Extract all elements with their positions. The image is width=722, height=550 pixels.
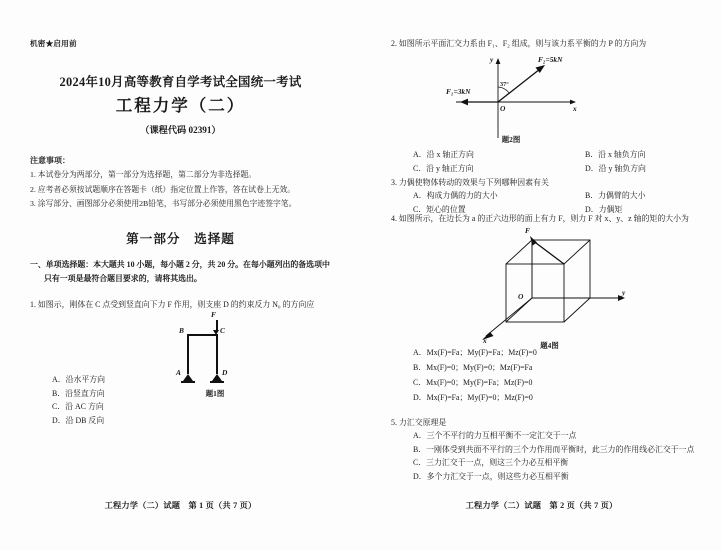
- figure-2-axis-x-label: x: [573, 104, 577, 113]
- question-5-option-a[interactable]: A．三个不平行的力互相平衡不一定汇交于一点: [413, 431, 577, 440]
- figure-1-ground-a: [181, 381, 195, 383]
- figure-1-column-ab: [187, 334, 189, 374]
- question-3-option-d[interactable]: D．力偶矩: [585, 204, 623, 214]
- figure-4-caption: 题4图: [540, 341, 559, 350]
- question-3: [391, 176, 711, 189]
- figure-1-column-cd: [216, 334, 218, 374]
- figure-4-origin-label: O: [518, 292, 524, 301]
- page-2-footer: 工程力学（二）试题 第 2 页（共 7 页）: [465, 501, 618, 510]
- exam-page-2: [361, 0, 722, 550]
- question-4-stem: 4. 如图所示，在边长为 a 的正六边形的面上有力 F，则力 F 对 x、y、z 轴的矩的大小为: [391, 214, 689, 223]
- section-one-instructions: [30, 258, 332, 285]
- question-5: [391, 416, 713, 429]
- figure-1-label-c: C: [220, 326, 225, 335]
- part-one-title: 第一部分 选择题: [126, 232, 235, 246]
- page-1-footer: 工程力学（二）试题 第 1 页（共 7 页）: [104, 501, 257, 510]
- figure-2-drawing: [436, 56, 586, 144]
- question-5-option-c[interactable]: C．三力汇交于一点，则这三个力必互相平衡: [413, 458, 569, 468]
- section-instructions-line-2: 只有一项是最符合题目要求的，请将其选出。: [44, 273, 202, 283]
- figure-1-force-label: F: [211, 310, 216, 319]
- question-4-options: [413, 345, 713, 405]
- question-2-option-a[interactable]: A．沿 x 轴正方向: [413, 150, 474, 159]
- question-4: [391, 212, 713, 225]
- question-4-figure: [470, 226, 645, 350]
- question-1-option-b[interactable]: B．沿竖直方向: [52, 388, 105, 398]
- question-3-option-a[interactable]: A．构成力偶的力的大小: [413, 191, 498, 200]
- question-3-option-c[interactable]: C．矩心的位置: [413, 204, 466, 214]
- figure-1-label-d: D: [222, 368, 228, 377]
- question-2-stem: 2. 如图所示平面汇交力系由 F₁、F₂ 组成，则与该力系平衡的力 P 的方向为: [391, 39, 647, 48]
- notice-item: 1. 本试卷分为两部分，第一部分为选择题，第二部分为非选择题。: [30, 170, 257, 179]
- figure-1-label-a: A: [176, 368, 181, 377]
- figure-1-label-b: B: [179, 326, 184, 335]
- notice-item: 3. 涂写部分、画图部分必须使用2B铅笔，书写部分必须使用黑色字迹签字笔。: [30, 199, 297, 209]
- figure-4-force-label: F: [525, 226, 530, 235]
- notice-heading: 注意事项：: [30, 156, 70, 165]
- question-2: [391, 37, 709, 50]
- question-2-options-row-2: [391, 162, 711, 176]
- question-2-option-c[interactable]: C．沿 y 轴正方向: [413, 163, 474, 173]
- question-4-option-c[interactable]: C．Mx(F)=0；My(F)=Fa；Mz(F)=0: [413, 378, 533, 387]
- question-5-options: [413, 429, 718, 483]
- figure-1-support-a: [183, 374, 193, 381]
- figure-4-drawing: [470, 228, 645, 348]
- question-3-option-b[interactable]: B．力偶臂的大小: [585, 191, 646, 200]
- exam-title: 2024年10月高等教育自学考试全国统一考试: [59, 75, 302, 89]
- question-2-option-d[interactable]: D．沿 y 轴负方向: [585, 163, 646, 173]
- course-title: 工程力学（二）: [115, 96, 246, 115]
- question-3-stem: 3. 力偶使物体转动的效果与下列哪种因素有关: [391, 178, 549, 187]
- figure-4-axis-y-label: y: [622, 288, 626, 297]
- question-3-options-row-1: [391, 189, 711, 203]
- question-2-option-b[interactable]: B．沿 x 轴负方向: [585, 150, 646, 159]
- question-1-stem: 1. 如图示，刚体在 C 点受到竖直向下力 F 作用，则支座 D 的约束反力 N₀ 的方向应: [30, 300, 315, 309]
- figure-1-support-d: [212, 374, 222, 381]
- question-4-option-b[interactable]: B．Mx(F)=0；My(F)=0；Mz(F)=Fa: [413, 363, 533, 372]
- notice-list: [30, 168, 335, 212]
- figure-2-origin-label: O: [500, 104, 506, 113]
- question-4-option-d[interactable]: D．Mx(F)=Fa；My(F)=0；Mz(F)=0: [413, 393, 533, 402]
- question-2-options-row-1: [391, 148, 711, 162]
- question-5-option-b[interactable]: B．一刚体受到共面不平行的三个力作用而平衡时，此三力的作用线必汇交于一点: [413, 444, 695, 454]
- figure-1-beam-bc: [188, 334, 218, 336]
- question-1-option-d[interactable]: D．沿 DB 反向: [52, 415, 105, 425]
- question-5-stem: 5. 力汇交原理是: [391, 418, 447, 427]
- question-5-option-d[interactable]: D．多个力汇交于一点，则这些力必互相平衡: [413, 471, 569, 481]
- question-1-options: [52, 373, 105, 427]
- question-1-option-a[interactable]: A．沿水平方向: [52, 375, 106, 384]
- figure-2-force2-label: F₂=5kN: [538, 55, 563, 64]
- figure-2-caption: 题2图: [501, 135, 521, 144]
- question-1: [30, 298, 335, 311]
- figure-2-force1-label: F₁=3kN: [446, 87, 471, 96]
- question-1-figure: [170, 310, 260, 398]
- figure-2-axis-y-label: y: [490, 55, 494, 64]
- question-4-option-a[interactable]: A．Mx(F)=Fa；My(F)=Fa；Mz(F)=0: [413, 348, 537, 357]
- course-code: （课程代码 02391）: [140, 125, 221, 135]
- security-notice: 机密★启用前: [30, 39, 77, 48]
- figure-4-axis-x-label: x: [483, 336, 487, 345]
- figure-1-caption: 题1图: [205, 389, 225, 398]
- notice-item: 2. 应考者必须按试题顺序在答题卡（纸）指定位置上作答，答在试卷上无效。: [30, 184, 296, 194]
- question-2-options: [391, 148, 711, 175]
- question-2-figure: [436, 56, 586, 142]
- figure-1-ground-d: [210, 381, 224, 383]
- figure-2-angle-label: 37°: [500, 81, 509, 88]
- question-1-option-c[interactable]: C．沿 AC 方向: [52, 402, 104, 412]
- section-instructions-line-1: 一、单项选择题：本大题共 10 小题，每小题 2 分，共 20 分。在每小题列出的备选项中: [30, 260, 330, 269]
